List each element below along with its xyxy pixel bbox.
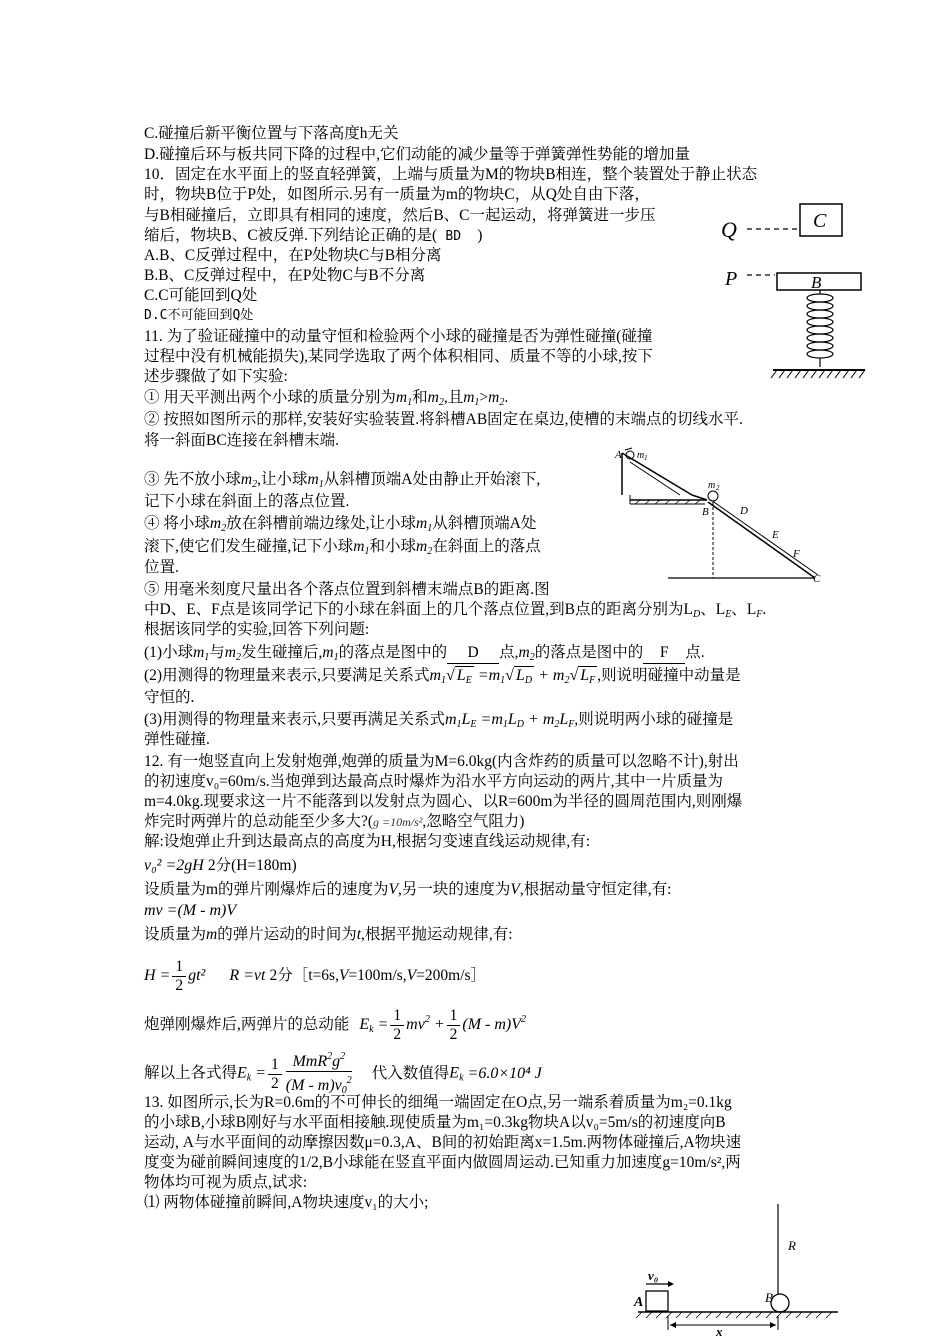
q12-line-1: 12. 有一炮竖直向上发射炮弹,炮弹的质量为M=6.0kg(内含炸药的质量可以忽略不计),射出 — [144, 753, 739, 770]
svg-text:A: A — [615, 449, 622, 461]
q13-line-3: 运动, A与水平面间的动摩擦因数μ=0.3,A、B间的初始距离x=1.5m.两物体碰撞后,A物块速 — [144, 1134, 742, 1151]
svg-text:v₀: v₀ — [648, 1268, 659, 1283]
q11-line-1: 11. 为了验证碰撞中的动量守恒和检验两个小球的碰撞是否为弹性碰撞(碰撞 — [144, 328, 653, 345]
q11-answer-1: D — [447, 643, 499, 664]
q11-step-3a: ③ 先不放小球$m_2$,让小球$m_1$从斜槽顶端A处由静止开始滚下, — [144, 471, 541, 490]
q13-line-5: 物体均可视为质点,试求: — [144, 1174, 308, 1191]
q11-step-2b: 将一斜面BC连接在斜槽末端. — [144, 432, 340, 449]
q12-solution-7: 炮弹刚爆炸后,两弹片的总动能 $E_k$ = $\frac{1}{2}$ $mv^2$ + $\frac{1}{2}$ $(M - m)V^2$ — [144, 1006, 527, 1043]
q12-solution-1: 解:设炮弹止升到达最高点的高度为H,根据匀变速直线运动规律,有: — [144, 833, 591, 850]
q11-step-4a: ④ 将小球$m_2$放在斜槽前端边缘处,让小球$m_1$从斜槽顶端A处 — [144, 515, 537, 534]
q10-answer: BD — [445, 229, 462, 244]
q12-line-2: 的初速度v₀=60m/s.当炮弹到达最高点时爆炸为沿水平方向运动的两片,其中一片质量为 — [144, 773, 724, 790]
q12-solution-5: 设质量为m的弹片运动的时间为t,根据平抛运动规律,有: — [144, 926, 513, 943]
block-a — [646, 1291, 668, 1311]
q10-option-c: C.C可能回到Q处 — [144, 287, 258, 304]
q12-solution-8: 解以上各式得$E_k$ = $\frac{1}{2}$ $\frac{MmR^2g^2}{(M - m)v_0^2}$ 代入数值得$E_k =6.0\times 10^4$ J — [144, 1048, 542, 1101]
q10-line-2: 时，物块B位于P处，如图所示.另有一质量为m的物块C，从Q处自由下落， — [144, 186, 650, 203]
svg-text:R: R — [788, 1238, 796, 1253]
q10-option-a: A.B、C反弹过程中，在P处物块C与B相分离 — [144, 247, 442, 264]
q11-question-2: (2)用测得的物理量来表示,只要满足关系式$m_1√$ $L_E =m_1√$ $L_D + m_2√$ $L_F$ ,则说明碰撞中动量是 — [144, 667, 741, 686]
q13-line-1: 13. 如图所示,长为R=0.6m的不可伸长的细绳一端固定在O点,另一端系着质量为m₂=0.1kg — [144, 1094, 732, 1111]
q11-step-3d: 记下小球在斜面上的落点位置. — [144, 493, 350, 510]
q11-step-4g: 位置. — [144, 559, 179, 576]
q13-sub-question-1: ⑴ 两物体碰撞前瞬间,A物块速度v₁的大小; — [144, 1194, 429, 1211]
q11-groove-figure — [610, 440, 825, 585]
q11-line-2: 过程中没有机械能损失),某同学选取了两个体积相同、质量不等的小球,按下 — [144, 348, 653, 365]
spring — [807, 290, 833, 367]
svg-text:2: 2 — [716, 484, 720, 492]
q12-solution-6: H = $\frac{1}{2}$ gt² R =vt 2分［t=6s,V=100m/s,V=200m/s］ — [144, 957, 487, 994]
q12-solution-4: mv =(M - m)V — [144, 902, 237, 919]
q11-answer-2: F — [643, 643, 685, 664]
q11-question-3: (3)用测得的物理量来表示,只要再满足关系式$m_1L_E =m_1L_D + m_2L_F$,则说明两小球的碰撞是 — [144, 711, 734, 730]
q12-solution-3: 设质量为m的弹片刚爆炸后的速度为V,另一块的速度为V,根据动量守恒定律,有: — [144, 881, 672, 898]
q9-option-c: C.碰撞后新平衡位置与下落高度h无关 — [144, 125, 399, 142]
svg-text:m: m — [708, 480, 716, 491]
q11-step-5a: ⑤ 用毫米刻度尺量出各个落点位置到斜槽末端点B的距离.图 — [144, 581, 550, 598]
svg-text:m: m — [637, 450, 645, 461]
q11-step-6: 根据该同学的实验,回答下列问题: — [144, 621, 370, 638]
fig-label-b: B — [811, 273, 822, 292]
fig-label-q: Q — [721, 217, 737, 242]
q10-line-1: 10．固定在水平面上的竖直轻弹簧，上端与质量为M的物块B相连，整个装置处于静止状态 — [144, 166, 758, 183]
q11-question-3c: 弹性碰撞. — [144, 731, 210, 748]
svg-text:B: B — [702, 506, 709, 518]
q11-question-1: (1)小球$m_1$与$m_2$发生碰撞后$,m_1$的落点是图中的 D 点$,m_2$的落点是图中的 F 点. — [144, 644, 705, 663]
ball-b — [771, 1294, 789, 1312]
q10-line-4: 缩后，物块B、C被反弹.下列结论正确的是( BD ) — [144, 226, 482, 247]
q11-line-3: 述步骤做了如下实验: — [144, 368, 288, 385]
q10-question-stem: 缩后，物块B、C被反弹.下列结论正确的是( — [144, 227, 438, 244]
q10-line-3: 与B相碰撞后，立即具有相同的速度，然后B、C一起运动，将弹簧进一步压 — [144, 207, 656, 224]
q11-relation-sqrt: $m_1√$ $L_E =m_1√$ $L_D + m_2√$ $L_F$ — [429, 667, 596, 686]
q13-collision-figure — [628, 1198, 843, 1338]
q10-spring-figure — [715, 195, 875, 385]
svg-text:A: A — [634, 1295, 644, 1310]
q10-option-d: D.C不可能回到Q处 — [144, 308, 254, 323]
q11-relation-linear: $m_1L_E =m_1L_D + m_2L_F$ — [444, 711, 575, 730]
q9-option-d: D.碰撞后环与板共同下降的过程中,它们动能的减少量等于弹簧弹性势能的增加量 — [144, 146, 690, 163]
svg-text:F: F — [793, 548, 800, 560]
q11-question-2c: 守恒的. — [144, 689, 195, 706]
q13-line-2: 的小球B,小球B刚好与水平面相接触.现使质量为m₁=0.3kg物块A以v₀=5m/s的初速度向B — [144, 1114, 726, 1131]
ground-hatch — [771, 370, 865, 378]
svg-text:C: C — [813, 573, 821, 585]
q11-step-1: ① 用天平测出两个小球的质量分别为$m_1$和$m_2$,且$m_1>m_2$. — [144, 389, 509, 408]
svg-text:E: E — [772, 529, 779, 541]
q13-line-4: 度变为碰前瞬间速度的1/2,B小球能在竖直平面内做圆周运动.已知重力加速度g=10m/s²,两 — [144, 1154, 741, 1171]
svg-text:x: x — [716, 1324, 723, 1338]
q11-step-4d: 滚下,使它们发生碰撞,记下小球$m_1$和小球$m_2$在斜面上的落点 — [144, 538, 541, 557]
q12-solution-2: v₀² =2gH 2分(H=180m) — [144, 857, 297, 874]
fig-label-p: P — [725, 268, 738, 290]
fig-label-c: C — [813, 210, 827, 232]
svg-text:B: B — [765, 1290, 773, 1305]
q11-step-5b: 中D、E、F点是该同学记下的小球在斜面上的几个落点位置,到B点的距离分别为$L_D$、$L_E$、$L_F$. — [144, 601, 767, 620]
q12-line-3: m=4.0kg.现要求这一片不能落到以发射点为圆心、以R=600m为半径的圆周范围内,则刚爆 — [144, 793, 743, 810]
q12-line-4: 炸完时两弹片的总动能至少多大?(g =10m/s²,忽略空气阻力) — [144, 813, 525, 830]
svg-text:1: 1 — [644, 454, 648, 462]
svg-text:D: D — [740, 505, 748, 517]
q10-option-b: B.B、C反弹过程中，在P处物C与B不分离 — [144, 267, 426, 284]
q11-step-2a: ② 按照如图所示的那样,安装好实验装置.将斜槽AB固定在桌边,使槽的末端点的切线水平. — [144, 411, 743, 428]
